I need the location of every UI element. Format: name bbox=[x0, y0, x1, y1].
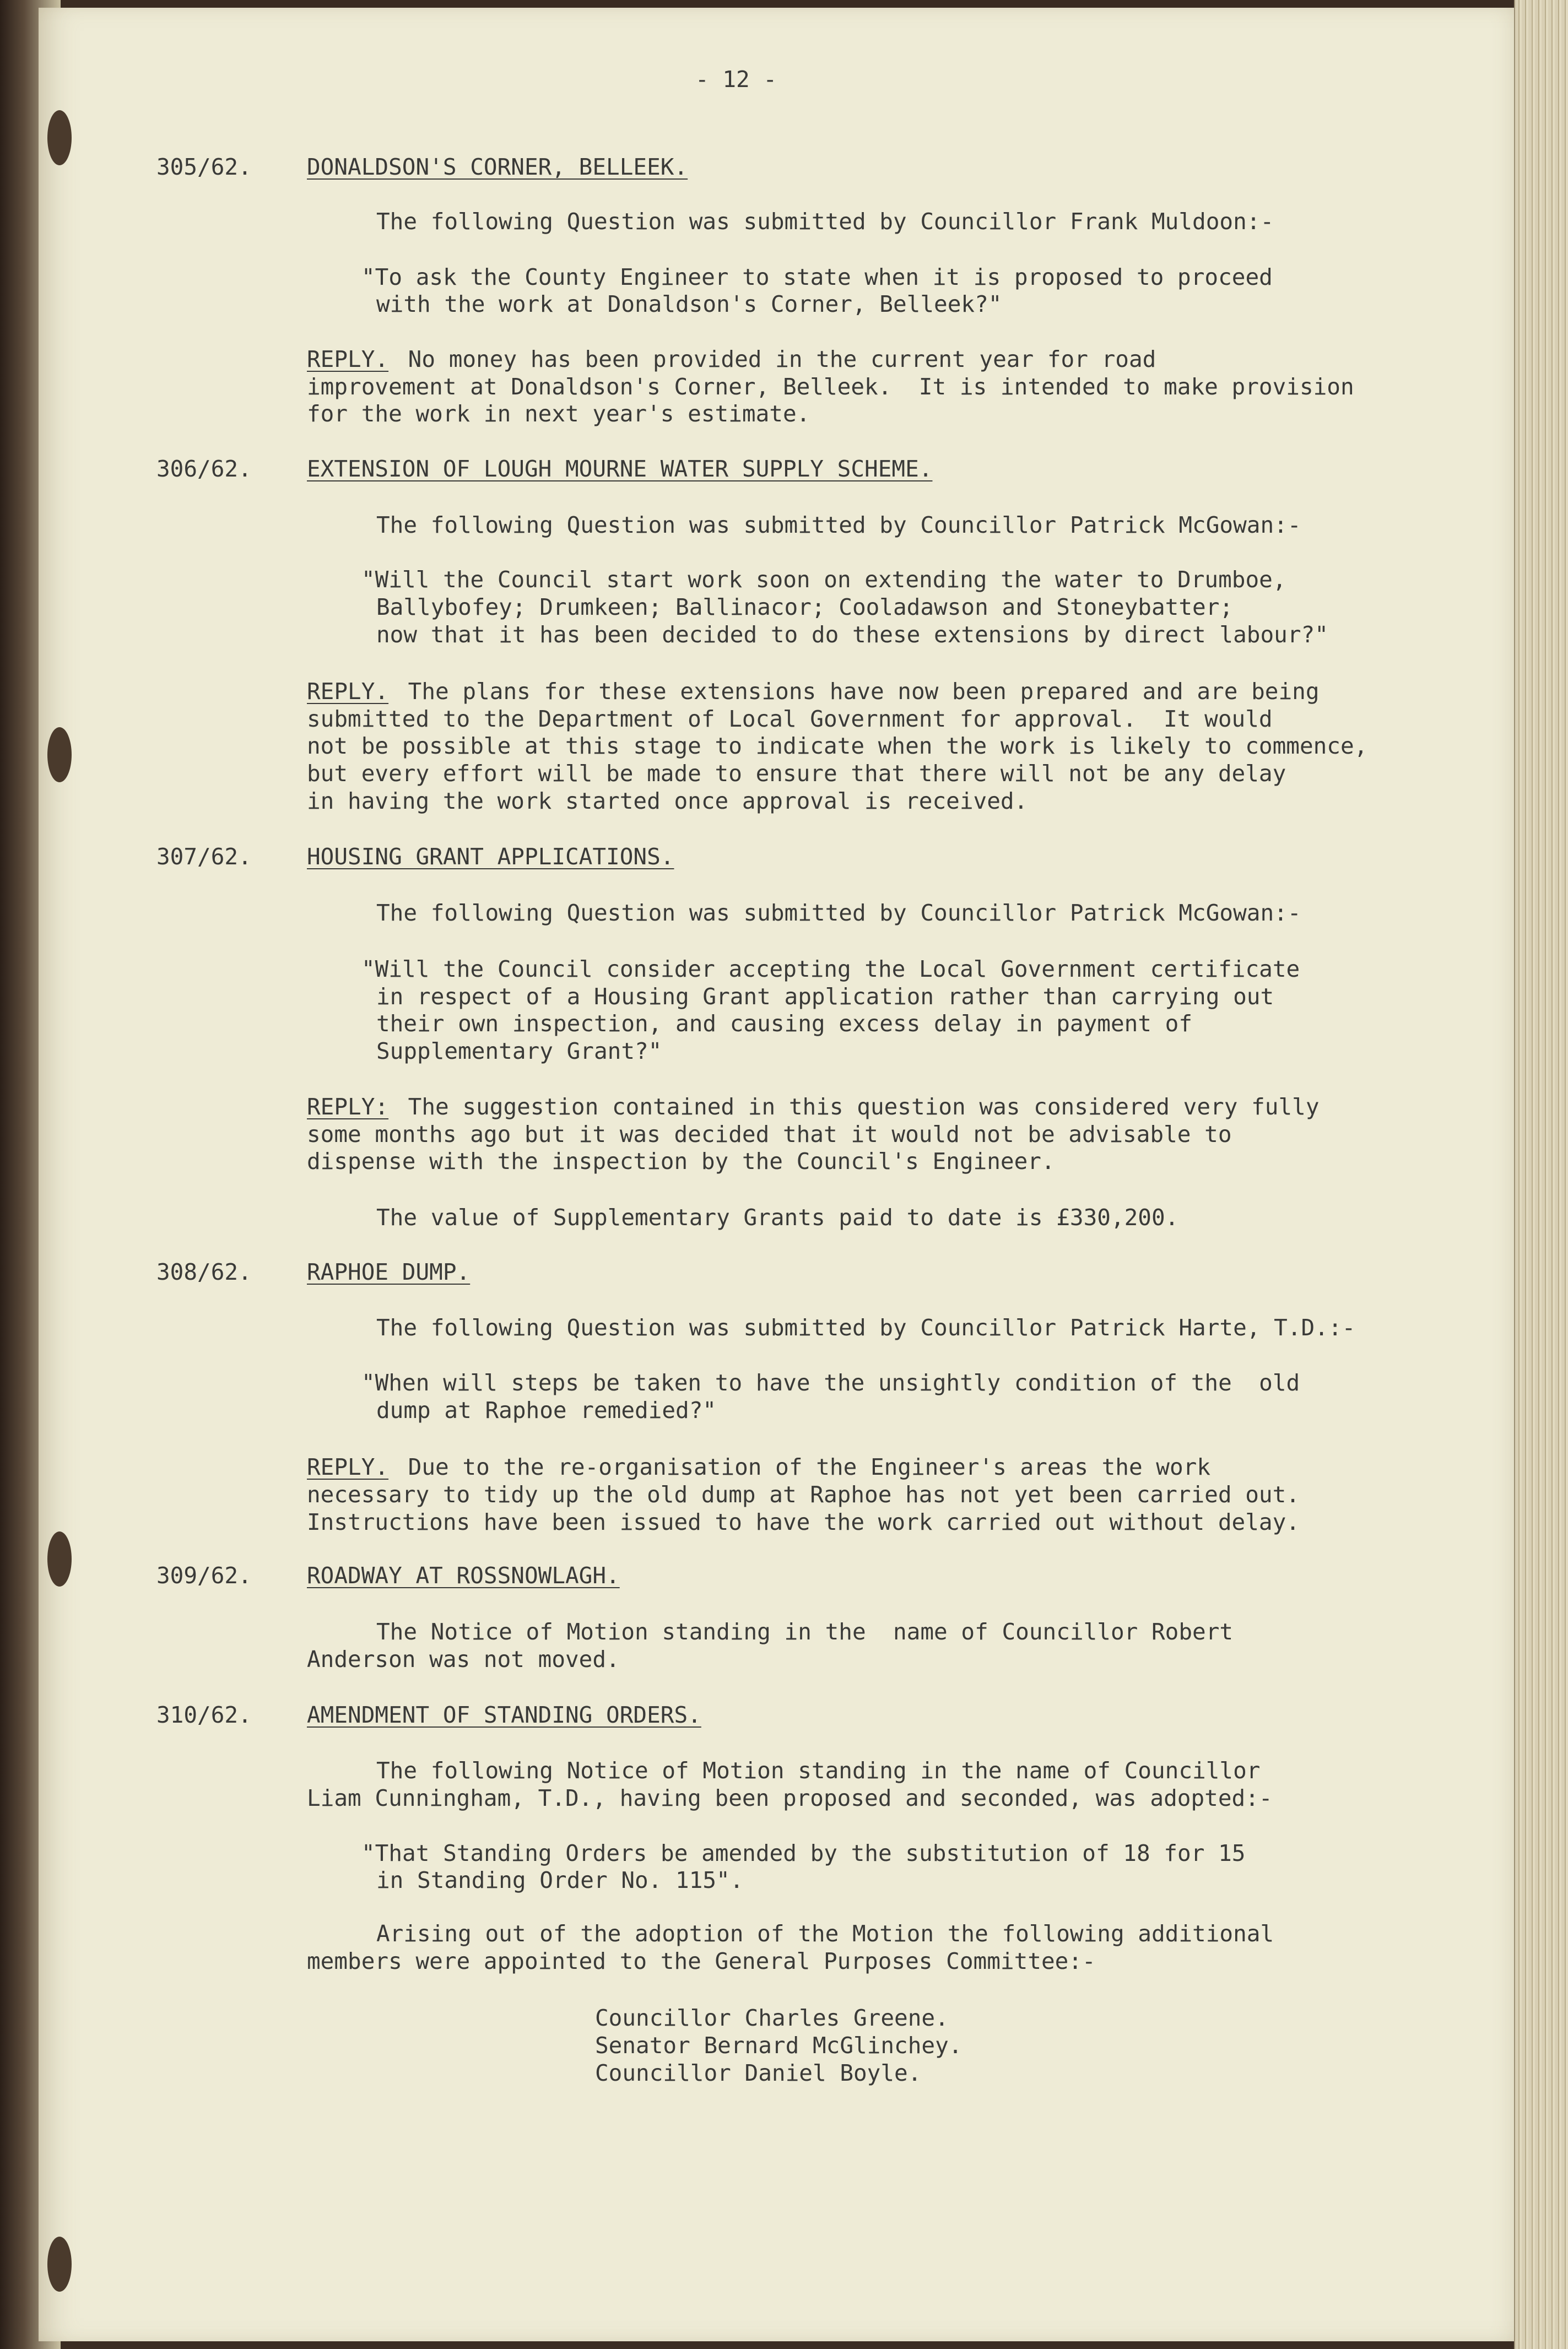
motion-text: Anderson was not moved. bbox=[307, 1646, 620, 1673]
question-text: Ballybofey; Drumkeen; Ballinacor; Cooladawson and Stoneybatter; bbox=[376, 594, 1234, 620]
reply-text: for the work in next year's estimate. bbox=[307, 400, 810, 427]
item-number: 306/62. bbox=[156, 456, 252, 482]
item-number: 307/62. bbox=[156, 843, 252, 870]
question-intro: The following Question was submitted by Councillor Patrick McGowan:- bbox=[376, 900, 1301, 926]
reply-text: Due to the re-organisation of the Engineer's areas the work bbox=[394, 1454, 1211, 1480]
reply-text: dispense with the inspection by the Council's Engineer. bbox=[307, 1148, 1055, 1174]
motion-quote: "That Standing Orders be amended by the substitution of 18 for 15 bbox=[361, 1840, 1246, 1866]
reply-text: The plans for these extensions have now been prepared and are being bbox=[394, 678, 1320, 705]
member-name: Councillor Daniel Boyle. bbox=[595, 2060, 922, 2086]
reply-text: improvement at Donaldson's Corner, Belleek. It is intended to make provision bbox=[307, 374, 1354, 400]
motion-text: The Notice of Motion standing in the name of Councillor Robert bbox=[376, 1619, 1234, 1645]
member-name: Senator Bernard McGlinchey. bbox=[595, 2032, 963, 2059]
reply-text: Instructions have been issued to have the work carried out without delay. bbox=[307, 1509, 1300, 1535]
reply-text: not be possible at this stage to indicate when the work is likely to commence, bbox=[307, 733, 1368, 759]
motion-text: Liam Cunningham, T.D., having been proposed and seconded, was adopted:- bbox=[307, 1785, 1273, 1811]
reply-label: REPLY. bbox=[307, 346, 389, 372]
item-heading: RAPHOE DUMP. bbox=[307, 1259, 471, 1285]
item-heading: ROADWAY AT ROSSNOWLAGH. bbox=[307, 1562, 620, 1589]
question-text: "Will the Council start work soon on extending the water to Drumboe, bbox=[361, 566, 1286, 593]
reply-text: submitted to the Department of Local Government for approval. It would bbox=[307, 706, 1273, 732]
question-text: in respect of a Housing Grant application rather than carrying out bbox=[376, 983, 1274, 1010]
question-text: "When will steps be taken to have the unsightly condition of the old bbox=[361, 1370, 1300, 1396]
motion-text: The following Notice of Motion standing in the name of Councillor bbox=[376, 1757, 1261, 1784]
reply-text: some months ago but it was decided that it would not be advisable to bbox=[307, 1121, 1232, 1148]
question-text: dump at Raphoe remedied?" bbox=[376, 1397, 717, 1424]
item-heading: HOUSING GRANT APPLICATIONS. bbox=[307, 843, 674, 870]
question-text: "To ask the County Engineer to state when it is proposed to proceed bbox=[361, 264, 1273, 290]
question-intro: The following Question was submitted by Councillor Patrick McGowan:- bbox=[376, 512, 1301, 538]
item-heading: AMENDMENT OF STANDING ORDERS. bbox=[307, 1702, 701, 1728]
reply-text: The suggestion contained in this question was considered very fully bbox=[394, 1094, 1320, 1120]
question-text: now that it has been decided to do these extensions by direct labour?" bbox=[376, 621, 1328, 648]
statement-text: The value of Supplementary Grants paid to date is £330,200. bbox=[376, 1204, 1179, 1231]
item-heading: EXTENSION OF LOUGH MOURNE WATER SUPPLY SCHEME. bbox=[307, 456, 933, 482]
reply-label: REPLY. bbox=[307, 1454, 389, 1480]
motion-text: Arising out of the adoption of the Motion the following additional bbox=[376, 1920, 1274, 1947]
question-text: Supplementary Grant?" bbox=[376, 1038, 662, 1064]
question-intro: The following Question was submitted by Councillor Frank Muldoon:- bbox=[376, 208, 1274, 235]
question-intro: The following Question was submitted by Councillor Patrick Harte, T.D.:- bbox=[376, 1314, 1356, 1341]
reply-label: REPLY: bbox=[307, 1094, 389, 1120]
reply-text: in having the work started once approval is received. bbox=[307, 788, 1028, 814]
item-number: 308/62. bbox=[156, 1259, 252, 1285]
question-text: "Will the Council consider accepting the Local Government certificate bbox=[361, 956, 1300, 982]
question-text: their own inspection, and causing excess delay in payment of bbox=[376, 1010, 1193, 1037]
question-text: with the work at Donaldson's Corner, Belleek?" bbox=[376, 291, 1002, 317]
reply-text: necessary to tidy up the old dump at Raphoe has not yet been carried out. bbox=[307, 1481, 1300, 1508]
member-name: Councillor Charles Greene. bbox=[595, 2005, 949, 2031]
reply-text: No money has been provided in the current year for road bbox=[394, 346, 1156, 372]
item-number: 310/62. bbox=[156, 1702, 252, 1728]
motion-quote: in Standing Order No. 115". bbox=[376, 1867, 744, 1893]
item-heading: DONALDSON'S CORNER, BELLEEK. bbox=[307, 154, 688, 180]
page-number: - 12 - bbox=[695, 66, 777, 93]
item-number: 309/62. bbox=[156, 1562, 252, 1589]
item-number: 305/62. bbox=[156, 154, 252, 180]
motion-text: members were appointed to the General Purposes Committee:- bbox=[307, 1948, 1096, 1974]
reply-label: REPLY. bbox=[307, 678, 389, 705]
reply-text: but every effort will be made to ensure that there will not be any delay bbox=[307, 760, 1286, 787]
